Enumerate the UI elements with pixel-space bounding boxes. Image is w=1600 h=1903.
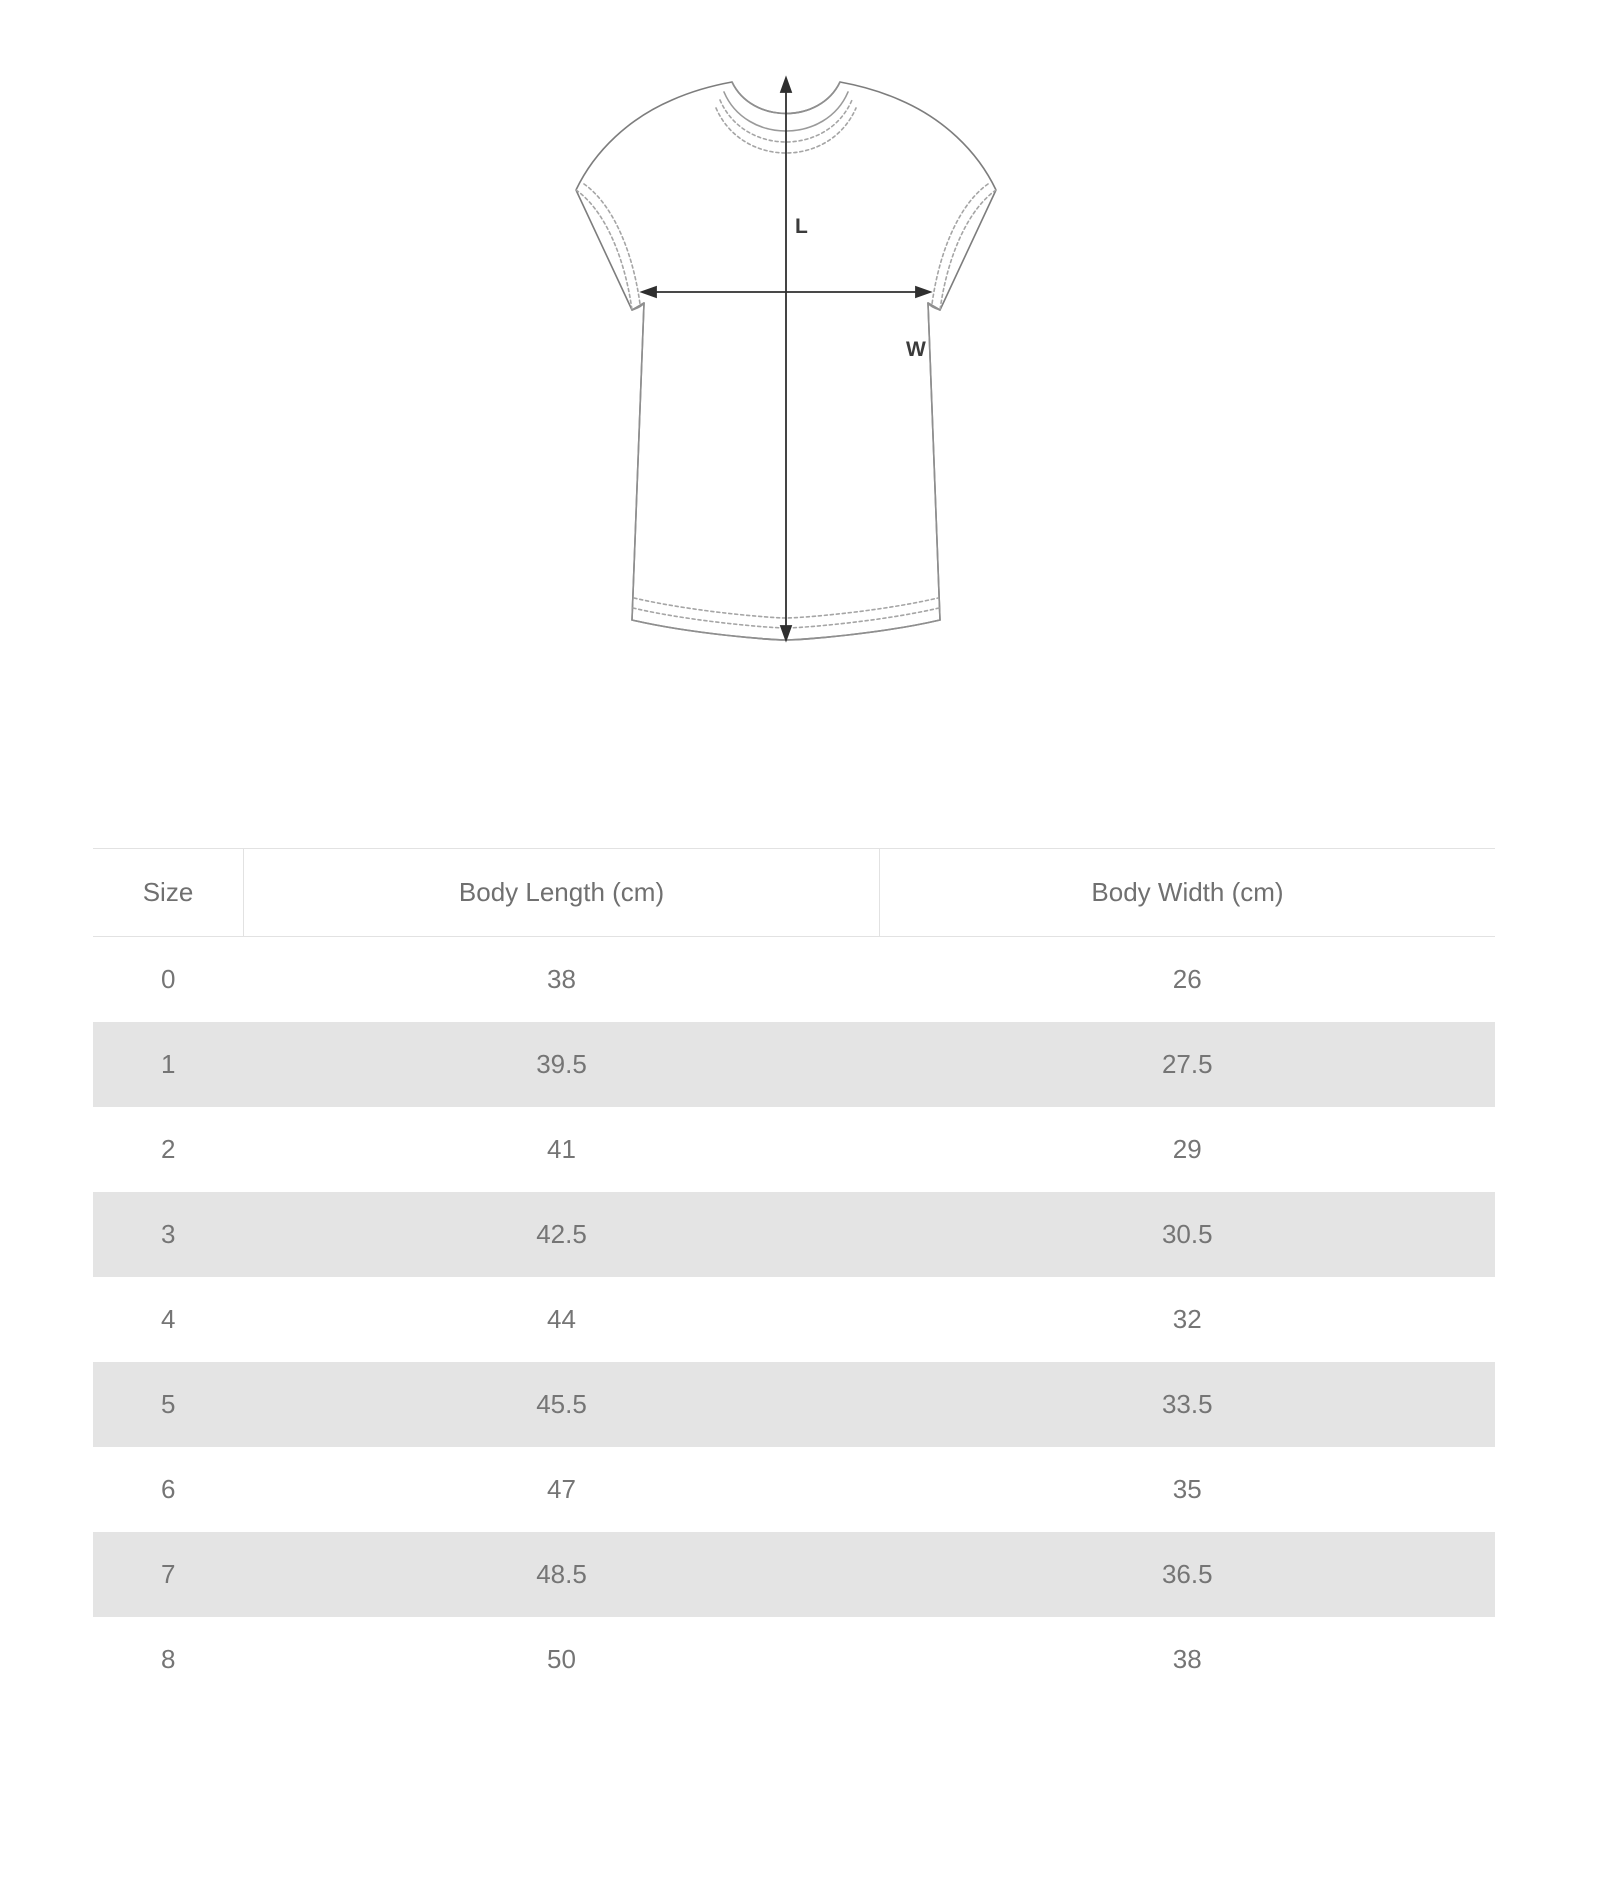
table-body	[93, 937, 1495, 1703]
table-row	[93, 937, 1495, 1023]
cell-body-length: 38	[244, 937, 880, 1023]
cell-body-length: 50	[244, 1617, 880, 1702]
cell-body-width: 38	[880, 1617, 1496, 1702]
header-body-length: Body Length (cm)	[244, 849, 880, 937]
cell-size: 3	[93, 1192, 244, 1277]
length-label: L	[795, 215, 809, 238]
table-row	[93, 1532, 1495, 1617]
table-header	[93, 849, 1495, 937]
cell-size: 6	[93, 1447, 244, 1532]
table-row	[93, 1022, 1495, 1107]
cell-body-width: 33.5	[880, 1362, 1496, 1447]
cell-size: 4	[93, 1277, 244, 1362]
cell-body-width: 35	[880, 1447, 1496, 1532]
table-row	[93, 1277, 1495, 1362]
header-body-width: Body Width (cm)	[880, 849, 1496, 937]
size-table-wrap	[93, 848, 1493, 1702]
cell-body-length: 47	[244, 1447, 880, 1532]
cell-body-length: 41	[244, 1107, 880, 1192]
cell-body-length: 42.5	[244, 1192, 880, 1277]
cell-size: 1	[93, 1022, 244, 1107]
cell-body-length: 44	[244, 1277, 880, 1362]
cell-body-width: 36.5	[880, 1532, 1496, 1617]
header-size: Size	[93, 849, 244, 937]
cell-size: 5	[93, 1362, 244, 1447]
table-row	[93, 1107, 1495, 1192]
cell-body-width: 26	[880, 937, 1496, 1023]
table-header-row	[93, 849, 1495, 937]
cell-body-width: 30.5	[880, 1192, 1496, 1277]
cell-size: 7	[93, 1532, 244, 1617]
cell-size: 8	[93, 1617, 244, 1702]
cell-body-width: 32	[880, 1277, 1496, 1362]
cell-body-length: 39.5	[244, 1022, 880, 1107]
table-row	[93, 1617, 1495, 1702]
tshirt-outline-svg	[380, 20, 1080, 720]
table-row	[93, 1447, 1495, 1532]
size-table	[93, 848, 1495, 1702]
cell-body-length: 48.5	[244, 1532, 880, 1617]
width-label: W	[906, 338, 927, 361]
cell-body-width: 27.5	[880, 1022, 1496, 1107]
cell-body-length: 45.5	[244, 1362, 880, 1447]
cell-size: 0	[93, 937, 244, 1023]
tshirt-measurement-diagram	[0, 0, 1600, 830]
table-row	[93, 1192, 1495, 1277]
table-row	[93, 1362, 1495, 1447]
cell-size: 2	[93, 1107, 244, 1192]
cell-body-width: 29	[880, 1107, 1496, 1192]
